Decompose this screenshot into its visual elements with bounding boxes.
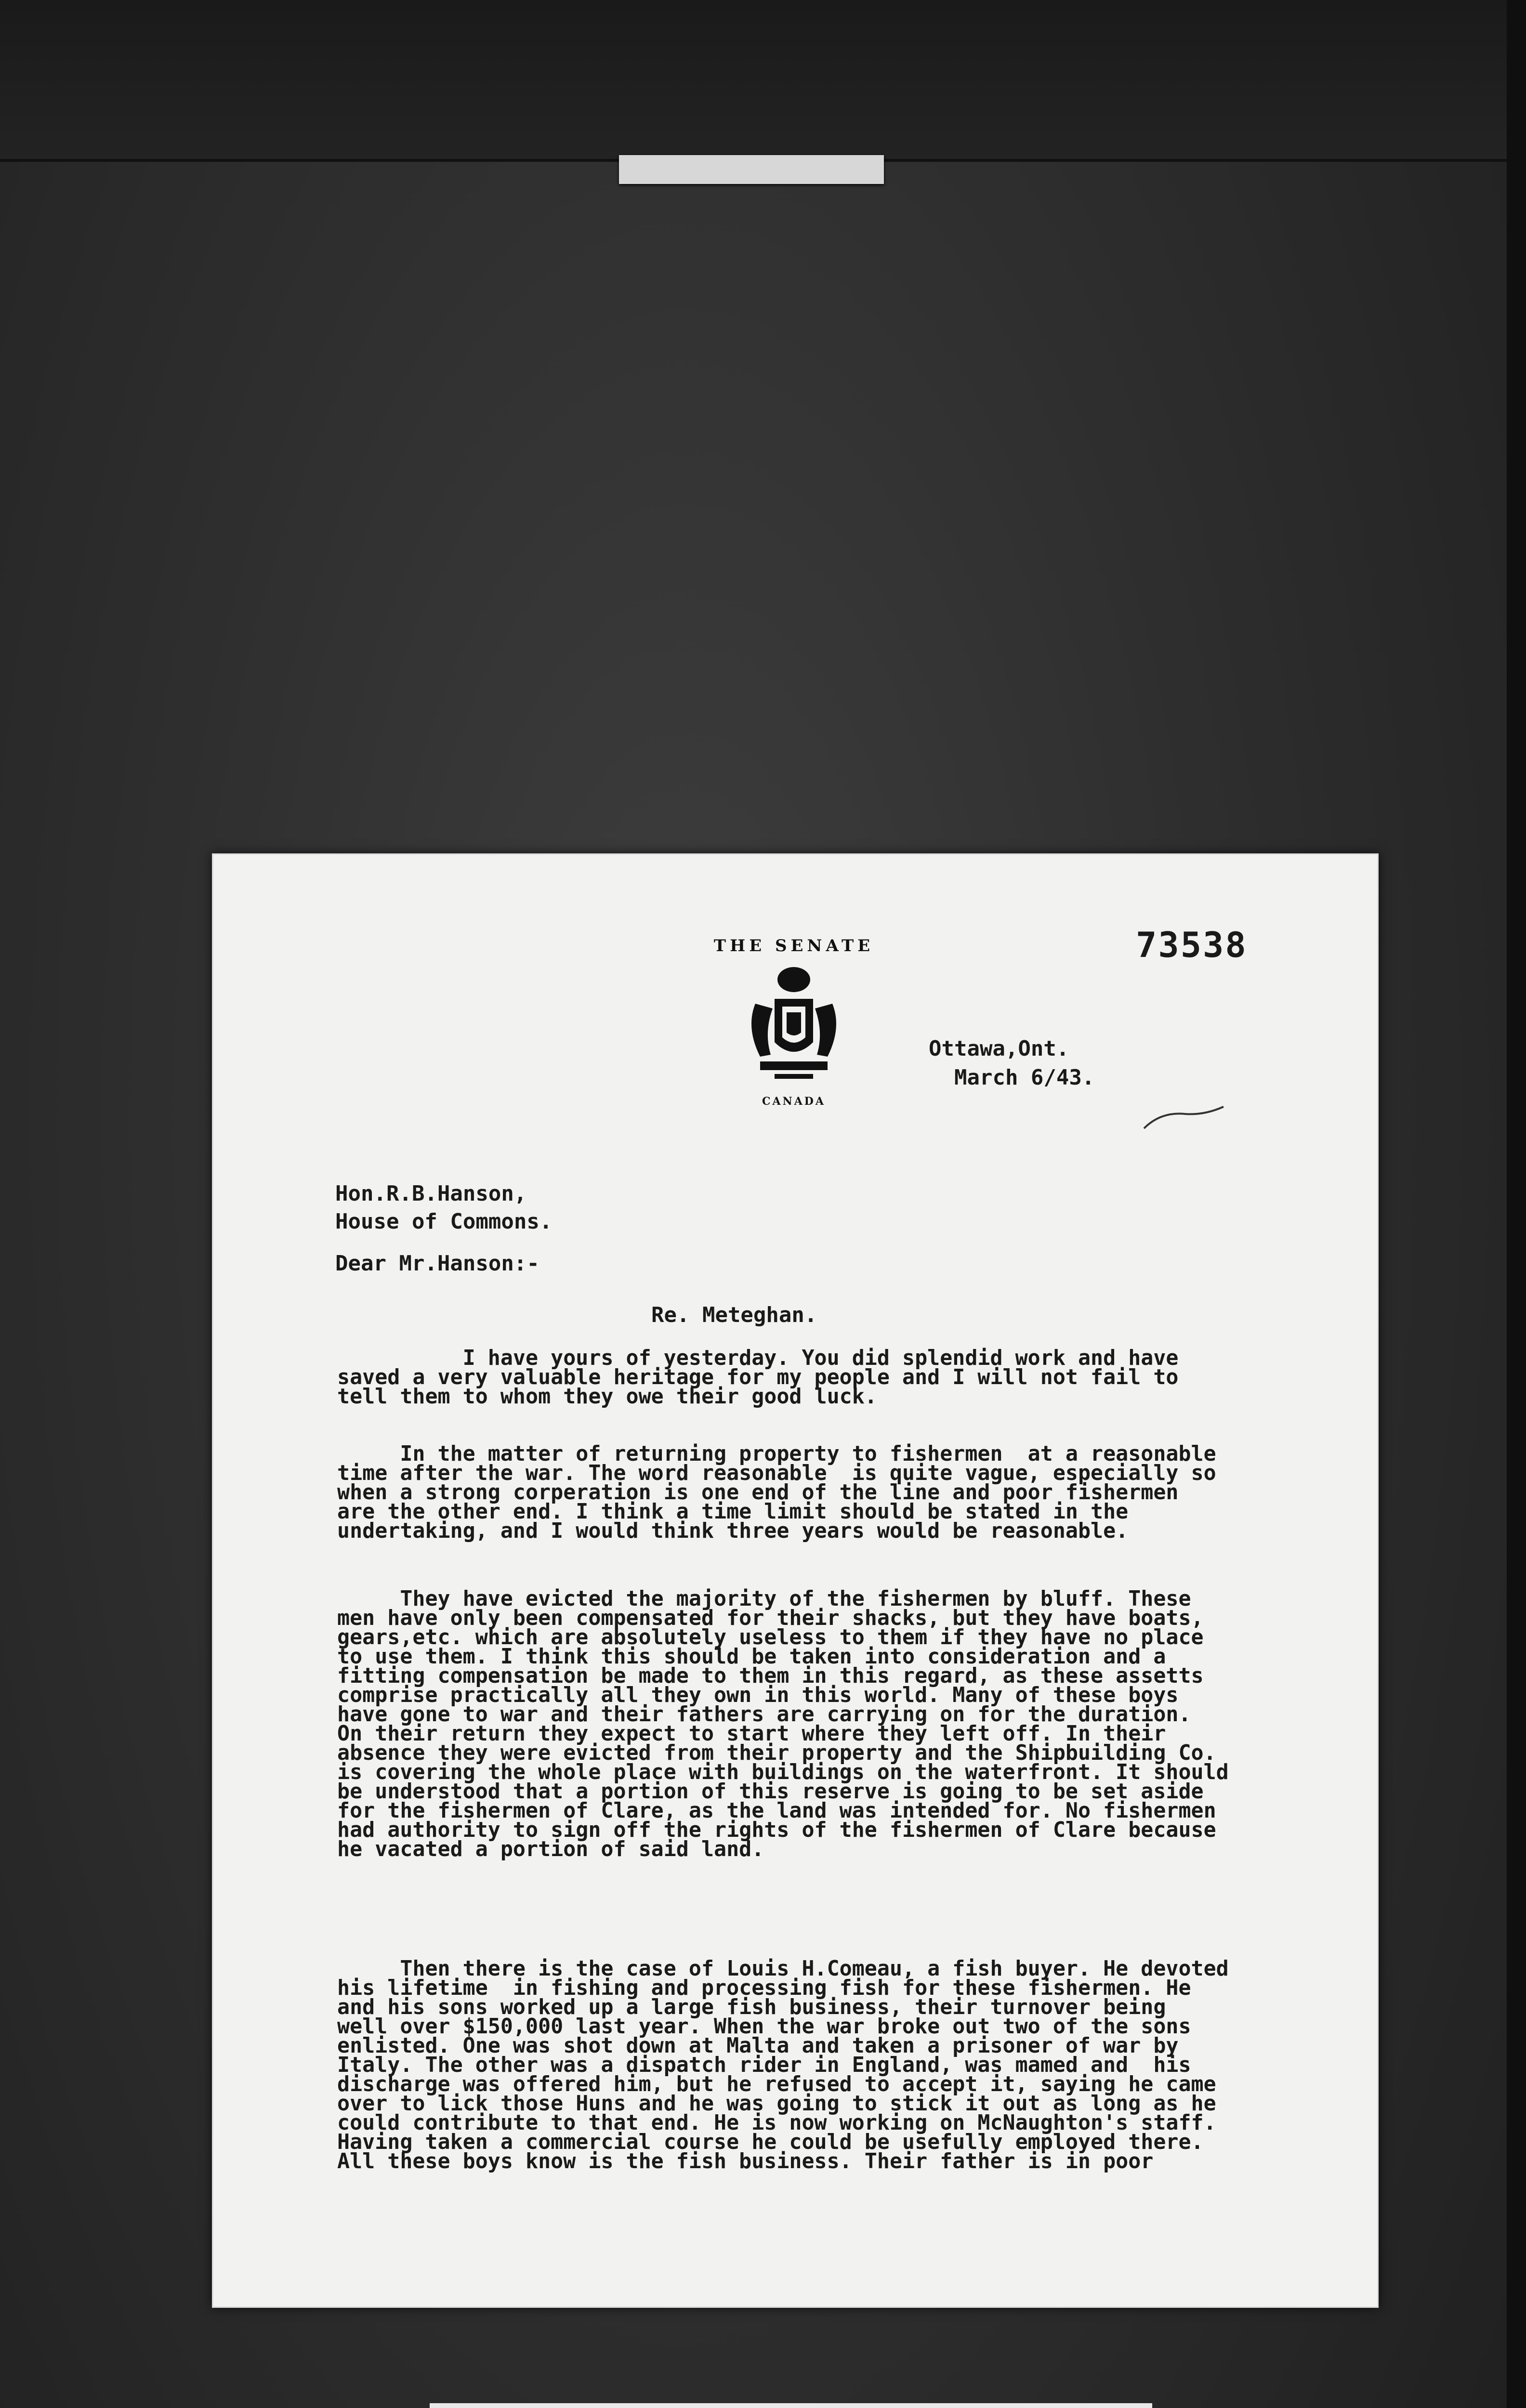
senate-seal <box>712 936 876 1119</box>
seal-bottom-text: CANADA <box>762 1095 826 1108</box>
date-line: March 6/43. <box>929 1065 1095 1090</box>
seal-top-text: THE SENATE <box>713 936 874 955</box>
film-top-border <box>0 0 1526 162</box>
place-line: Ottawa,Ont. <box>929 1036 1069 1061</box>
film-edge <box>1507 0 1526 2408</box>
salutation: Dear Mr.Hanson:- <box>335 1251 539 1276</box>
paragraph-3: They have evicted the majority of the fishermen by bluff. These men have only been compensated for their shacks, but they have boats, gears,etc. which are absolutely useless to them if they have no place to use them. I think this should be taken into consideration and a fitting compensation be made to them in this regard, as these assetts comprise practically all they own in this world. Many of these boys have gone to war and their fathers are carrying on for the duration. On their return they expect to start where they left off. In their absence they were evicted from their property and the Shipbuilding Co. is covering the whole place with buildings on the waterfront. It should be understood that a portion of this reserve is going to be set aside for the fishermen of Clare, as the land was intended for. No fishermen had authority to sign off the rights of the fishermen of Clare because he vacated a portion of said land. <box>337 1587 1229 1861</box>
paragraph-4: Then there is the case of Louis H.Comeau, a fish buyer. He devoted his lifetime in fishing and processing fish for these fishermen. He and his sons worked up a large fish business, their turnover being well over $150,000 last year. When the war broke out two of the sons enlisted. One was shot down at Malta and taken a prisoner of war by Italy. The other was a dispatch rider in England, was mamed and his discharge was offered him, but he refused to accept it, saying he came over to lick those Huns and he was going to stick it out as long as he could contribute to that end. He is now working on McNaughton's staff. Having taken a commercial course he could be usefully employed there. All these boys know is the fish business. Their father is in poor <box>337 1957 1229 2173</box>
place-date <box>929 1034 1094 1092</box>
subject-line: Re. Meteghan. <box>651 1303 817 1327</box>
addressee <box>335 1180 552 1236</box>
pen-mark <box>1142 1102 1228 1136</box>
addressee-org: House of Commons. <box>335 1209 553 1234</box>
paper-clip-tab <box>619 155 884 184</box>
volume-label <box>430 2403 1152 2408</box>
coat-of-arms-icon <box>741 960 847 1090</box>
document-number: 73538 <box>1136 925 1248 965</box>
addressee-name: Hon.R.B.Hanson, <box>335 1181 527 1206</box>
paragraph-1: I have yours of yesterday. You did splendid work and have saved a very valuable heritage for my people and I will not fail to tell them to whom they owe their good luck. <box>337 1346 1179 1409</box>
paragraph-2: In the matter of returning property to fishermen at a reasonable time after the war. The word reasonable is quite vague, especially so when a strong corperation is one end of the line and poor fishermen are the other end. I think a time limit should be stated in the undertaking, and I would think three years would be reasonable. <box>337 1442 1216 1543</box>
